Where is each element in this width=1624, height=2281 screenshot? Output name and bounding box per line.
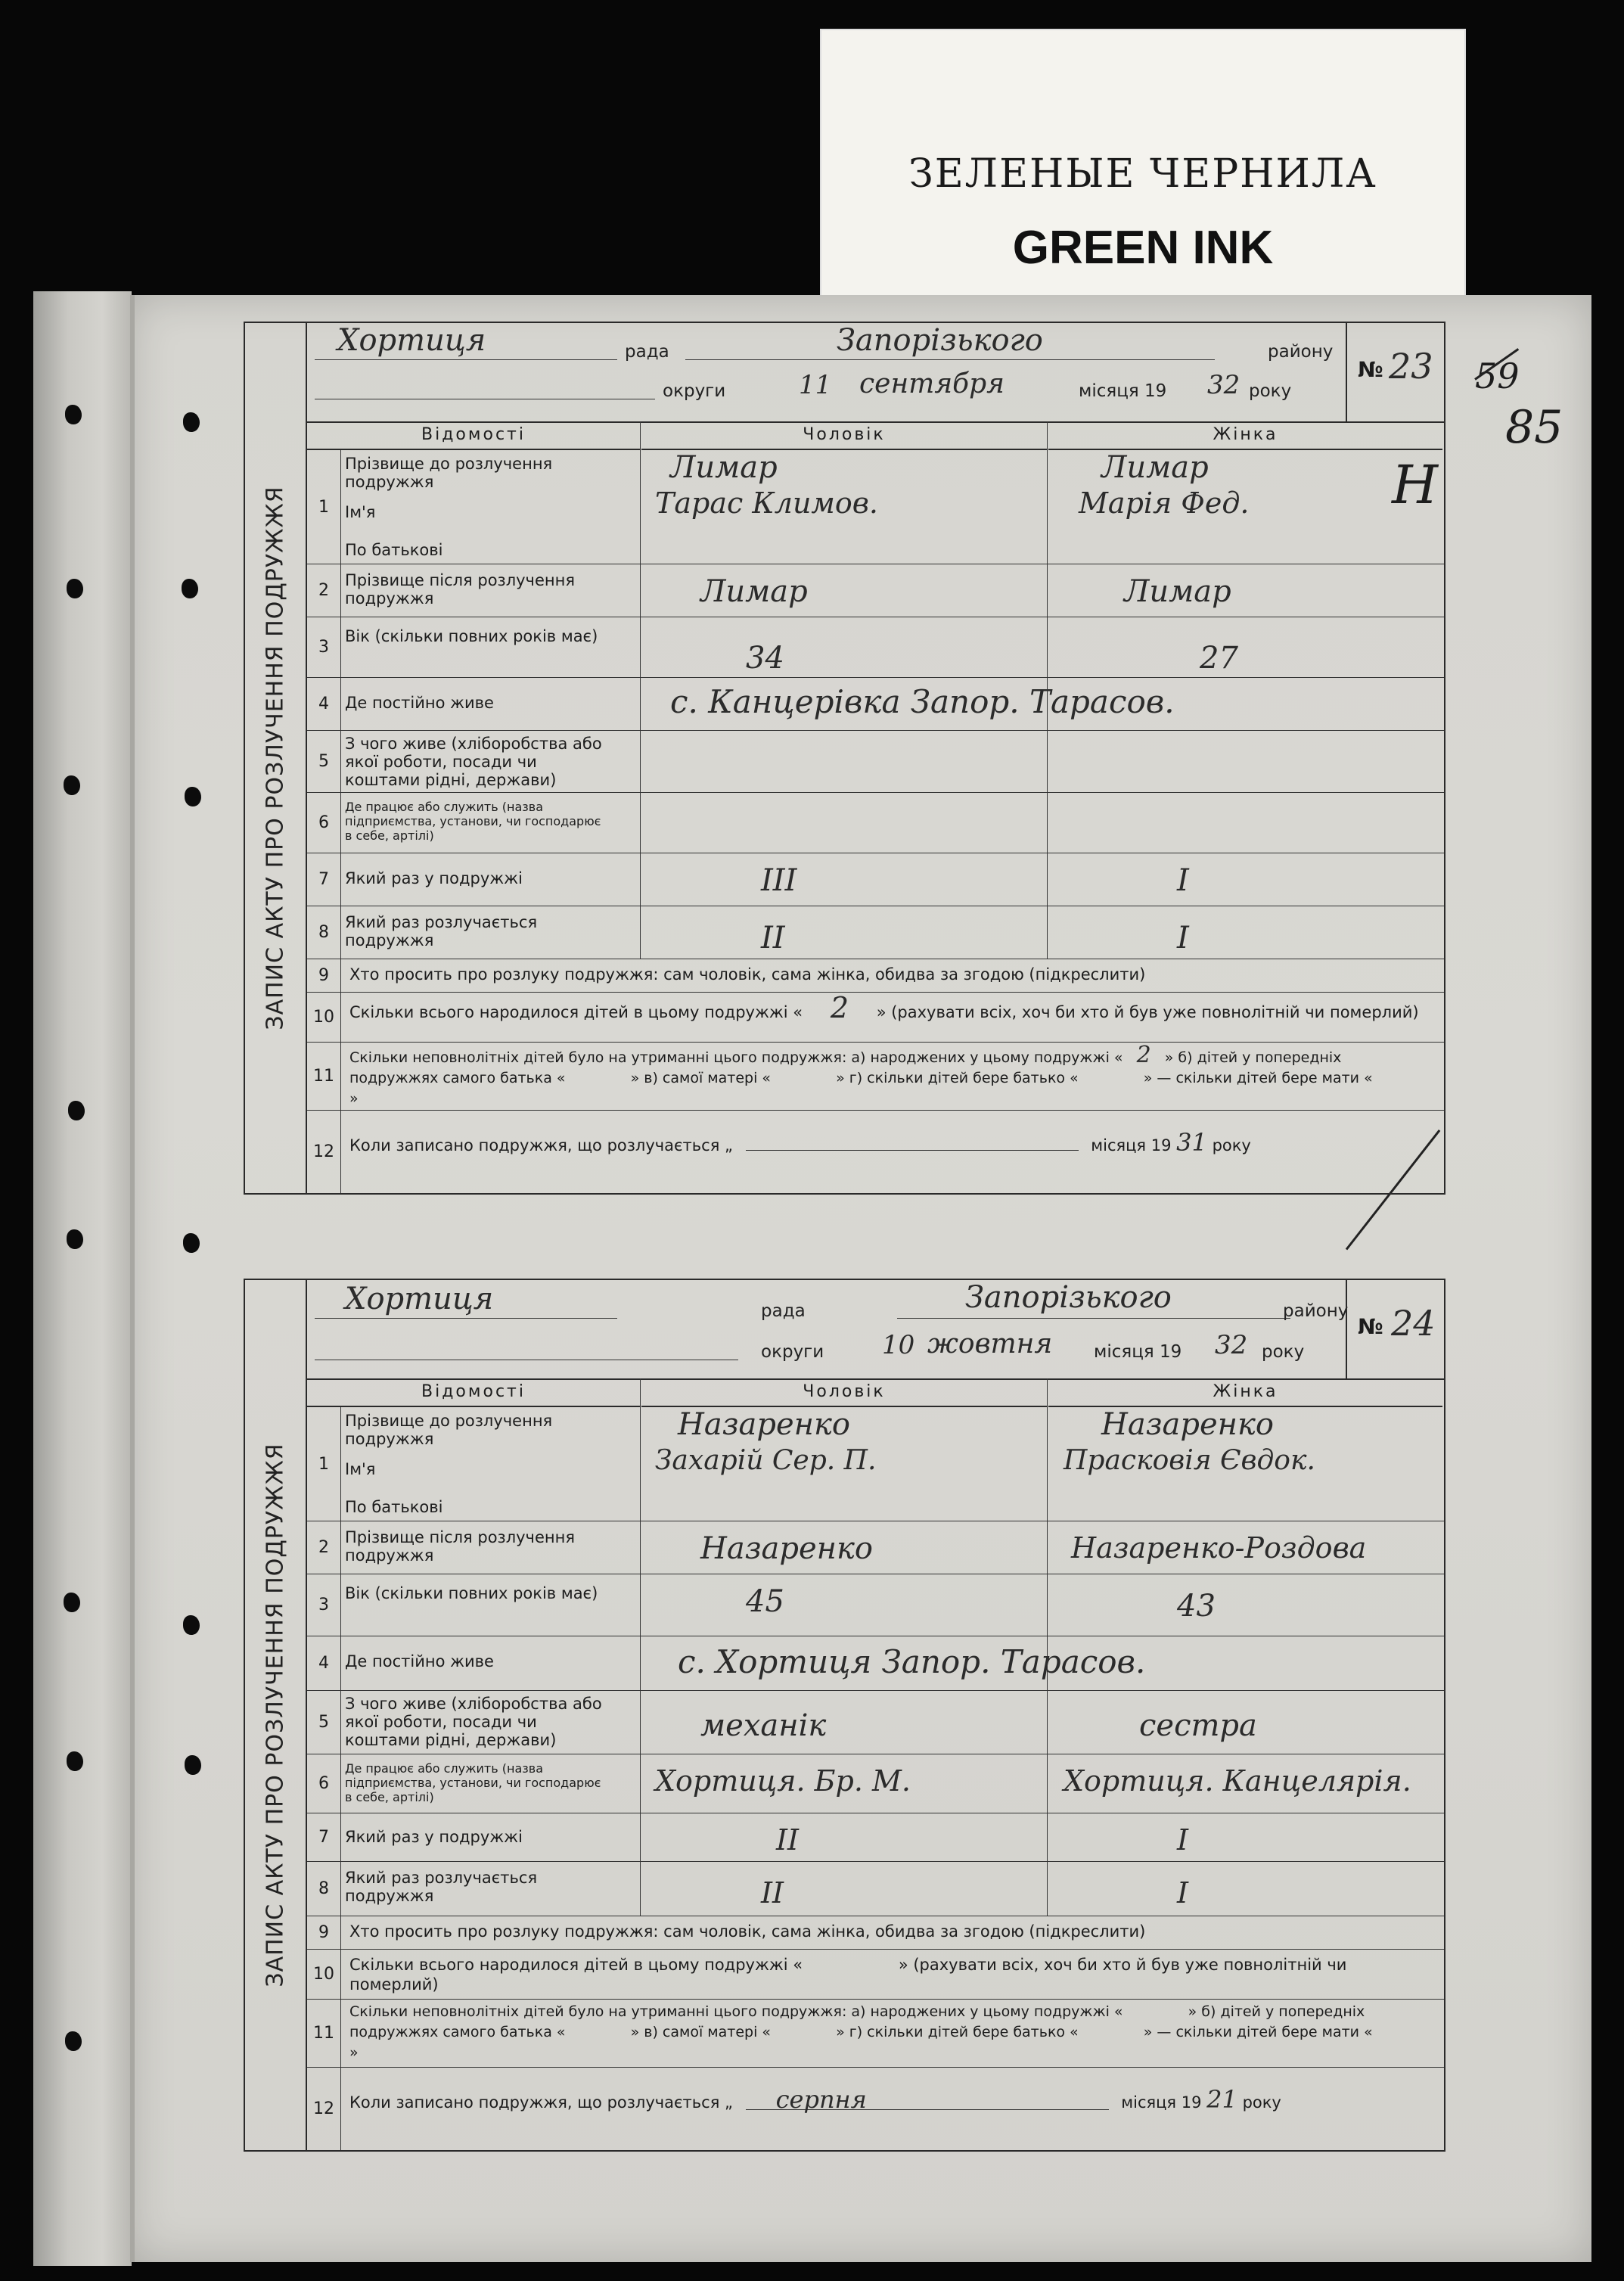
record-grid	[307, 421, 1444, 1193]
row-9: 9 Хто просить про розлуку подружжя: сам чоловік, сама жінка, обидва за згодою (підкреслити)	[307, 959, 1444, 993]
punch-hole	[185, 1755, 201, 1775]
row-8: 8 Який раз розлучається подружжя II I	[307, 906, 1444, 959]
row-1: 1 Прізвище до розлучення подружжя Ім'я По батькові Назаренко Захарій Сер. П. Назаренко Прасковія Євдок.	[307, 1407, 1444, 1521]
record-header	[307, 1280, 1444, 1380]
divorce-record-24	[244, 1279, 1445, 2152]
col-header-husband: Чоловік	[641, 1378, 1048, 1407]
col-header-wife: Жінка	[1048, 1378, 1442, 1407]
wife-marriage-count: I	[1177, 1823, 1189, 1857]
punch-hole	[64, 1593, 80, 1612]
husband-divorce-count: II	[761, 921, 785, 956]
wife-surname: Назаренко	[1101, 1407, 1274, 1442]
row-3: 3 Вік (скільки повних років має) 45 43	[307, 1574, 1444, 1636]
side-title: ЗАПИС АКТУ ПРО РОЗЛУЧЕННЯ ПОДРУЖЖЯ	[245, 323, 307, 1193]
wife-livelihood: сестра	[1139, 1708, 1257, 1743]
year-handwritten: 32	[1207, 370, 1241, 400]
col-header-vidomosti: Відомості	[307, 1378, 641, 1407]
punch-hole	[65, 405, 82, 424]
row-4: 4 Де постійно живе с. Хортиця Запор. Тарасов.	[307, 1636, 1444, 1691]
roku-label: року	[1262, 1342, 1305, 1362]
husband-name: Захарій Сер. П.	[655, 1445, 877, 1476]
row-8: 8 Який раз розлучається подружжя II I	[307, 1861, 1444, 1916]
record-number-box: № 24	[1346, 1280, 1444, 1378]
archive-label-card	[821, 30, 1464, 312]
col-header-husband: Чоловік	[641, 421, 1048, 450]
rayon-handwritten: Запорізького	[837, 323, 1043, 358]
row-7: 7 Який раз у подружжі II I	[307, 1813, 1444, 1862]
row-4: 4 Де постійно живе с. Канцерівка Запор. Тарасов.	[307, 677, 1444, 731]
residence: с. Хортиця Запор. Тарасов.	[678, 1643, 1146, 1680]
page-number-note: 85	[1505, 401, 1563, 454]
side-title: ЗАПИС АКТУ ПРО РОЗЛУЧЕННЯ ПОДРУЖЖЯ	[245, 1280, 307, 2150]
margin-mark: Н	[1392, 454, 1439, 516]
rayon-label: району	[1268, 342, 1334, 362]
row-9: 9 Хто просить про розлуку подружжя: сам чоловік, сама жінка, обидва за згодою (підкреслити)	[307, 1916, 1444, 1950]
husband-name: Тарас Климов.	[655, 486, 879, 520]
wife-workplace: Хортиця. Канцелярія.	[1064, 1764, 1411, 1798]
husband-surname-after: Лимар	[700, 574, 808, 609]
record-number-box: № 23	[1346, 323, 1444, 421]
record-number: 24	[1391, 1303, 1436, 1344]
punch-hole	[183, 412, 200, 432]
row-3: 3 Вік (скільки повних років має) 34 27	[307, 617, 1444, 678]
year-handwritten: 32	[1215, 1330, 1248, 1360]
husband-surname: Лимар	[670, 450, 778, 485]
punch-hole	[183, 1233, 200, 1253]
punch-hole	[182, 579, 198, 598]
husband-marriage-count: II	[776, 1823, 800, 1857]
row-5: 5 З чого живе (хліборобства або якої роботи, посади чи коштами рідні, держави)	[307, 730, 1444, 793]
struck-number-note: 59	[1475, 356, 1520, 396]
row-10: 10 Скільки всього народилося дітей в цьому подружжі « 2 » (рахувати всіх, хоч би хто й був уже повнолітній чи померлий)	[307, 992, 1444, 1043]
punch-hole	[185, 787, 201, 806]
row-5: 5 З чого живе (хліборобства або якої роботи, посади чи коштами рідні, держави) механік сестра	[307, 1690, 1444, 1754]
wife-marriage-count: I	[1177, 863, 1189, 898]
punch-hole	[67, 1229, 83, 1249]
husband-age: 34	[746, 641, 784, 676]
husband-age: 45	[746, 1584, 784, 1619]
wife-divorce-count: I	[1177, 1876, 1189, 1910]
roku-label: року	[1249, 381, 1292, 401]
husband-livelihood: механік	[700, 1708, 827, 1743]
row-6: 6 Де працює або служить (назва підприємства, установи, чи господарює в себе, артілі)	[307, 792, 1444, 853]
row-2: 2 Прізвище після розлучення подружжя Лимар Лимар	[307, 564, 1444, 617]
record-grid	[307, 1378, 1444, 2150]
row-6: 6 Де працює або служить (назва підприємства, установи, чи господарює в себе, артілі) Хортиця. Бр. М. Хортиця. Канцелярія.	[307, 1754, 1444, 1813]
wife-name: Прасковія Євдок.	[1064, 1445, 1315, 1476]
month-handwritten: сентября	[859, 368, 1005, 399]
children-total: 2	[830, 991, 849, 1024]
day-handwritten: 10	[882, 1330, 915, 1360]
divorce-record-23	[244, 322, 1445, 1195]
rada-handwritten: Хортиця	[337, 323, 486, 358]
wife-divorce-count: I	[1177, 921, 1189, 956]
row-7: 7 Який раз у подружжі III I	[307, 853, 1444, 906]
month-year-label: місяця 19	[1079, 381, 1167, 401]
row-12: 12 Коли записано подружжя, що розлучається „ серпня місяця 19 21 року	[307, 2067, 1444, 2150]
month-handwritten: жовтня	[927, 1329, 1053, 1360]
marriage-year: 21	[1206, 2085, 1237, 2114]
row-1: 1 Прізвище до розлучення подружжя Ім'я По батькові Лимар Тарас Климов. Лимар Марія Фед.	[307, 450, 1444, 564]
children-this-marriage: 2	[1136, 1042, 1151, 1068]
col-header-vidomosti: Відомості	[307, 421, 641, 450]
rada-handwritten: Хортиця	[345, 1282, 494, 1316]
punch-hole	[67, 1751, 83, 1771]
month-year-label: місяця 19	[1094, 1342, 1182, 1362]
row-12: 12 Коли записано подружжя, що розлучається „ місяця 19 31 року	[307, 1110, 1444, 1193]
punch-hole	[183, 1615, 200, 1635]
marriage-month: серпня	[746, 2090, 1109, 2110]
record-header	[307, 323, 1444, 423]
sheet-edge	[130, 295, 135, 2262]
day-handwritten: 11	[799, 370, 832, 400]
husband-divorce-count: II	[761, 1876, 784, 1910]
husband-workplace: Хортиця. Бр. М.	[655, 1764, 911, 1798]
binding-strip	[33, 291, 132, 2266]
wife-surname-after: Назаренко-Роздова	[1071, 1531, 1367, 1565]
rada-label: рада	[761, 1301, 806, 1321]
rayon-label: району	[1283, 1301, 1349, 1321]
row-11: 11 Скільки неповнолітніх дітей було на утриманні цього подружжя: а) народжених у цьому подружжі « 2 » б) дітей у попередніх подружжях самого батька « » в) самої матері « » г) скільки дітей бере батько « » — скільки дітей бере мати « »	[307, 1042, 1444, 1111]
record-number: 23	[1389, 346, 1433, 387]
wife-age: 27	[1200, 641, 1238, 676]
residence: с. Канцерівка Запор. Тарасов.	[670, 683, 1175, 720]
row-10: 10 Скільки всього народилося дітей в цьому подружжі « » (рахувати всіх, хоч би хто й був уже повнолітній чи померлий)	[307, 1949, 1444, 2000]
husband-surname-after: Назаренко	[700, 1531, 873, 1566]
label-green-ink-ru: ЗЕЛЕНЫЕ ЧЕРНИЛА	[908, 151, 1377, 197]
rada-label: рада	[625, 342, 669, 362]
husband-surname: Назаренко	[678, 1407, 850, 1442]
col-header-wife: Жінка	[1048, 421, 1442, 450]
wife-age: 43	[1177, 1589, 1216, 1624]
wife-surname: Лимар	[1101, 450, 1209, 485]
punch-hole	[65, 2031, 82, 2051]
punch-hole	[64, 775, 80, 795]
label-green-ink-en: GREEN INK	[1012, 222, 1274, 274]
row-2: 2 Прізвище після розлучення подружжя Назаренко Назаренко-Роздова	[307, 1521, 1444, 1574]
punch-hole	[67, 579, 83, 598]
wife-name: Марія Фед.	[1079, 486, 1250, 520]
husband-marriage-count: III	[761, 863, 797, 898]
okrugy-label: округи	[761, 1342, 824, 1362]
okrugy-label: округи	[663, 381, 726, 401]
rayon-handwritten: Запорізького	[965, 1280, 1172, 1315]
wife-surname-after: Лимар	[1124, 574, 1231, 609]
row-11: 11 Скільки неповнолітніх дітей було на утриманні цього подружжя: а) народжених у цьому подружжі « » б) дітей у попередніх подружжях самого батька « » в) самої матері « » г) скільки дітей бере батько « » — скільки дітей бере мати « »	[307, 1999, 1444, 2068]
marriage-year: 31	[1176, 1128, 1207, 1157]
punch-hole	[68, 1101, 85, 1120]
